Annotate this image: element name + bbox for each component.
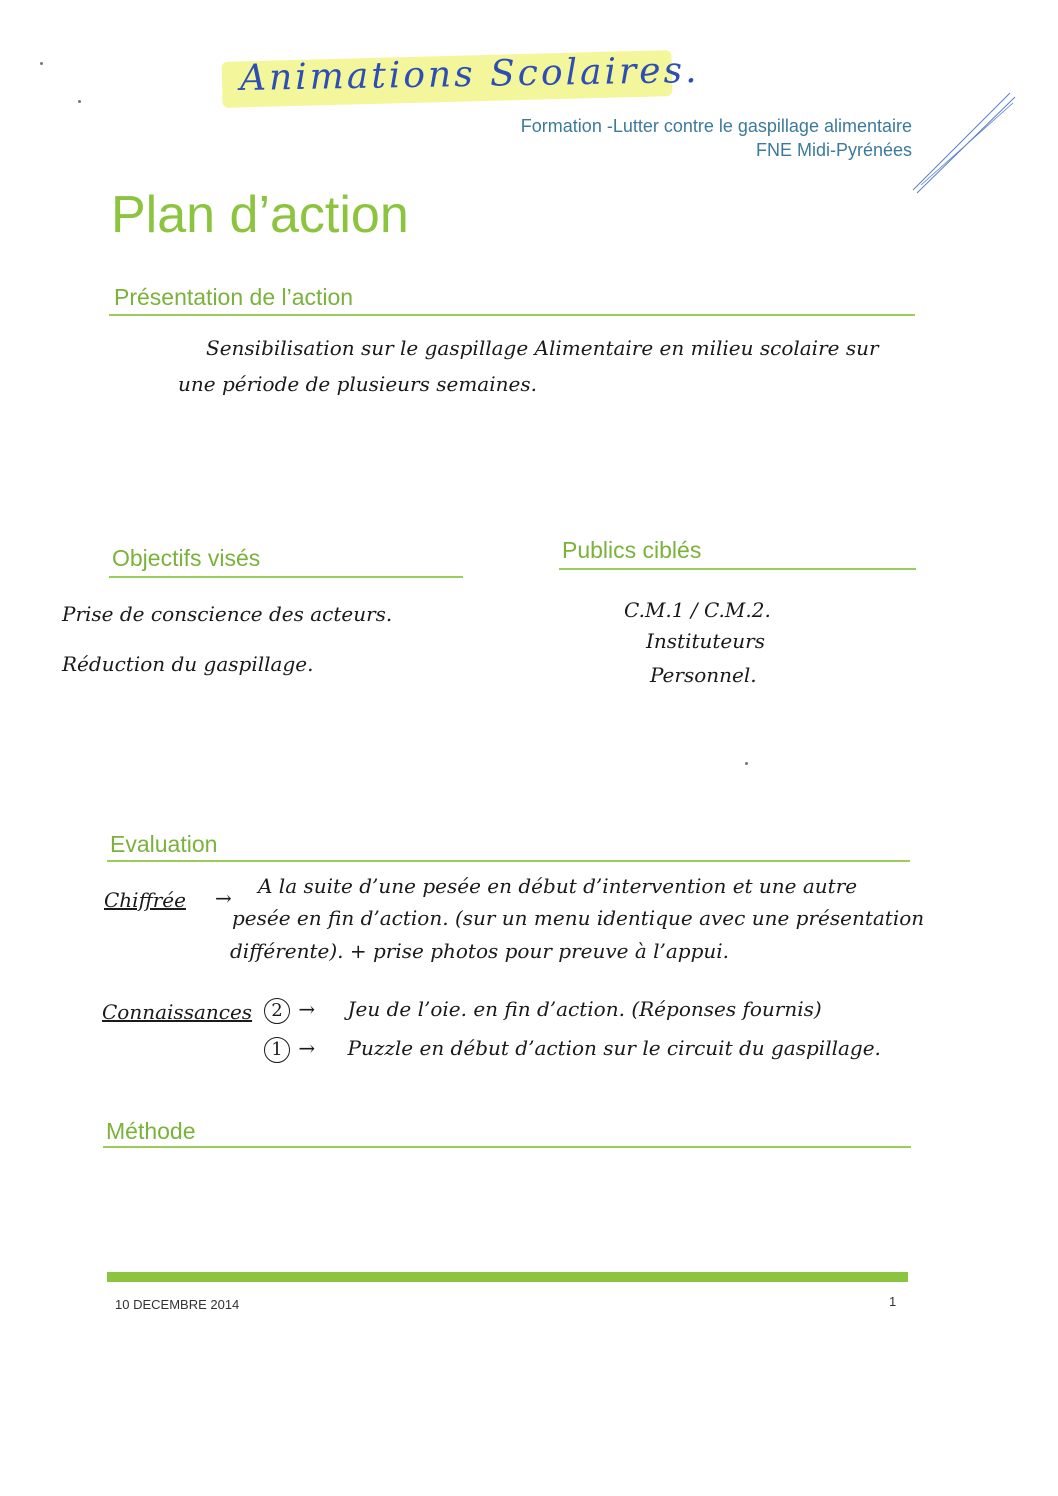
arrow: →	[298, 1036, 316, 1060]
rule-methode	[103, 1146, 911, 1148]
rule-objectifs	[109, 576, 463, 578]
page-number: 1	[889, 1294, 897, 1309]
presentation-line-2: une période de plusieurs semaines.	[178, 372, 537, 396]
pen-strokes-decoration	[905, 85, 1025, 205]
handwritten-title: Animations Scolaires.	[239, 49, 700, 100]
page-title: Plan d’action	[111, 186, 409, 244]
chiffree-arrow: →	[215, 886, 232, 910]
footer-date: 10 DECEMBRE 2014	[115, 1297, 240, 1312]
footer-bar	[107, 1272, 908, 1282]
objectif-2: Réduction du gaspillage.	[62, 652, 314, 676]
header-organisation: FNE Midi-Pyrénées	[755, 140, 912, 160]
circled-number: 1	[264, 1037, 290, 1063]
heading-publics: Publics ciblés	[562, 537, 702, 563]
objectif-1: Prise de conscience des acteurs.	[62, 602, 393, 626]
connaissances-text: Jeu de l’oie. en fin d’action. (Réponses fournis)	[347, 997, 822, 1021]
chiffree-label: Chiffrée	[104, 888, 186, 912]
heading-objectifs: Objectifs visés	[112, 545, 261, 571]
chiffree-line-3: différente). + prise photos pour preuve à l’appui.	[230, 939, 730, 963]
public-3: Personnel.	[650, 663, 757, 687]
scan-speck	[78, 100, 81, 103]
arrow: →	[298, 997, 316, 1021]
connaissances-text: Puzzle en début d’action sur le circuit du gaspillage.	[347, 1036, 881, 1060]
scan-speck	[40, 62, 43, 65]
rule-evaluation	[107, 860, 910, 862]
public-1: C.M.1 / C.M.2.	[624, 598, 771, 622]
connaissances-label: Connaissances	[102, 1000, 253, 1024]
rule-publics	[559, 568, 916, 570]
scan-speck	[745, 762, 748, 765]
chiffree-line-1: A la suite d’une pesée en début d’intervention et une autre	[258, 874, 858, 898]
rule-presentation	[109, 314, 915, 316]
heading-methode: Méthode	[106, 1118, 196, 1144]
circled-number: 2	[264, 998, 290, 1024]
header-formation: Formation -Lutter contre le gaspillage alimentaire	[520, 116, 912, 136]
chiffree-line-2: pesée en fin d’action. (sur un menu identique avec une présentation	[232, 906, 925, 930]
heading-presentation: Présentation de l’action	[114, 284, 354, 310]
connaissances-item-1	[262, 997, 822, 1024]
public-2: Instituteurs	[646, 629, 765, 653]
connaissances-item-2	[262, 1036, 881, 1063]
heading-evaluation: Evaluation	[110, 831, 218, 857]
presentation-line-1: Sensibilisation sur le gaspillage Alimentaire en milieu scolaire sur	[206, 336, 879, 360]
